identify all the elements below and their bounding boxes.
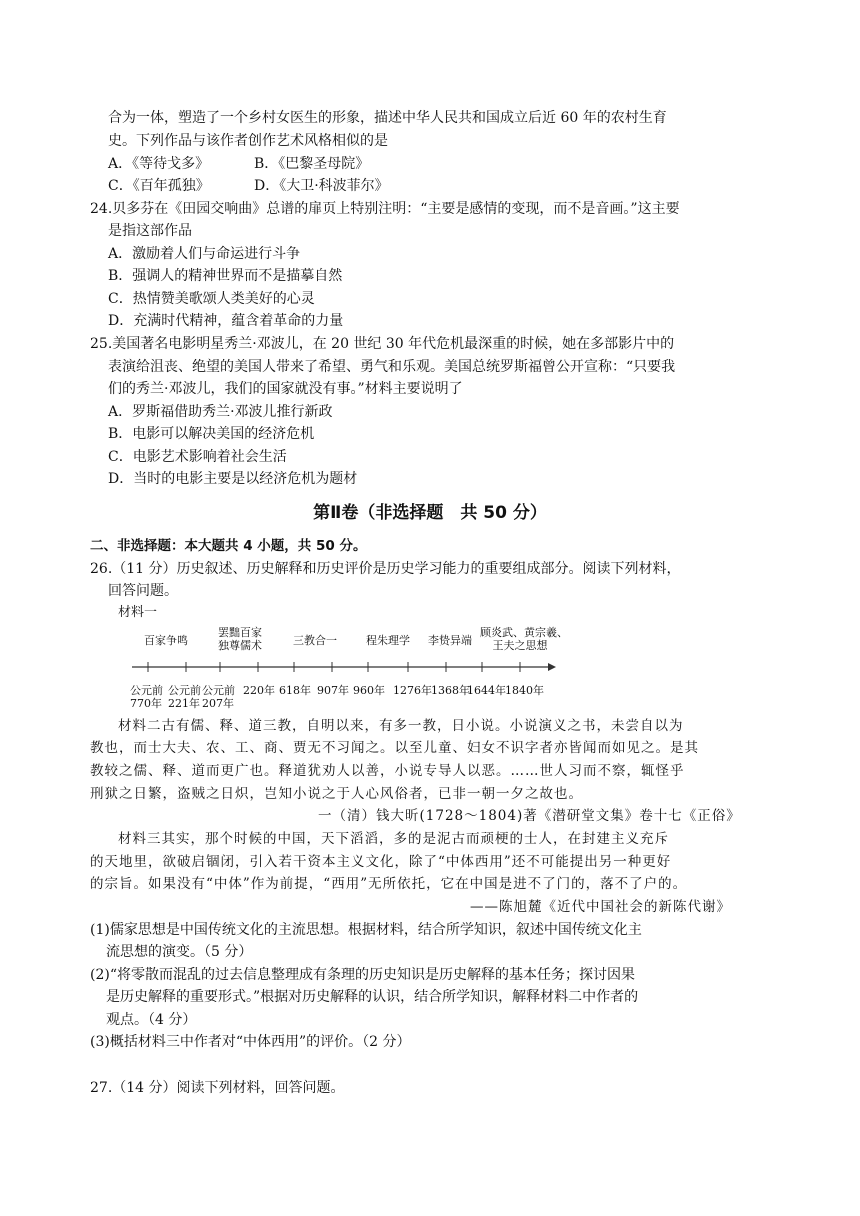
q24-stem-line2: 是指这部作品 bbox=[108, 223, 192, 239]
timeline-figure bbox=[128, 622, 568, 714]
q24-option-a: A．激励着人们与命运进行斗争 bbox=[108, 246, 301, 262]
q26-sub1-line1: (1)儒家思想是中国传统文化的主流思想。根据材料，结合所学知识，叙述中国传统文化主 bbox=[90, 922, 642, 938]
material-2-source: 一（清）钱大昕(1728〜1804)著《潜研堂文集》卷十七《正俗》 bbox=[318, 808, 741, 824]
timeline-date-label: 1368年 bbox=[431, 684, 470, 697]
material-2-line3: 教较之儒、释、道而更广也。释道犹劝人以善，小说专导人以恶。……世人习而不察，辄怪乎 bbox=[90, 763, 685, 779]
timeline-period-label: 顾炎武、黄宗羲、 王夫之思想 bbox=[480, 626, 568, 652]
section-title: 第Ⅱ卷（非选择题 共 50 分） bbox=[313, 503, 547, 523]
q23-option-a: A．《等待戈多》 bbox=[108, 156, 210, 172]
material-3-line1: 材料三其实，那个时候的中国，天下滔滔，多的是泥古而顽梗的士人，在封建主义充斥 bbox=[118, 831, 669, 847]
q23-option-c: C．《百年孤独》 bbox=[108, 178, 210, 194]
q26-sub3: (3)概括材料三中作者对“中体西用”的评价。（2 分） bbox=[90, 1034, 411, 1050]
q25-option-d: D．当时的电影主要是以经济危机为题材 bbox=[108, 471, 358, 487]
timeline-date-label: 1840年 bbox=[505, 684, 544, 697]
material-1-label: 材料一 bbox=[118, 605, 158, 620]
q26-sub1-line2: 流思想的演变。（5 分） bbox=[106, 944, 253, 960]
q26-sub2-line1: (2)“将零散而混乱的过去信息整理成有条理的历史知识是历史解释的基本任务；探讨因果 bbox=[90, 967, 635, 983]
timeline-period-label: 程朱理学 bbox=[366, 634, 410, 647]
material-2-line4: 刑狱之日繁，盗贼之日炽，岂知小说之于人心风俗者，已非一朝一夕之故也。 bbox=[90, 786, 583, 802]
q27-stem: 27.（14 分）阅读下列材料，回答问题。 bbox=[90, 1080, 345, 1096]
material-2-line1: 材料二古有儒、释、道三教，自明以来，有多一教，日小说。小说演义之书，未尝自以为 bbox=[118, 718, 684, 734]
q23-option-d: D．《大卫·科波菲尔》 bbox=[254, 178, 389, 194]
timeline-date-label: 220年 bbox=[243, 684, 275, 697]
q23-stem-line2: 史。下列作品与该作者创作艺术风格相似的是 bbox=[108, 133, 388, 149]
q25-option-c: C．电影艺术影响着社会生活 bbox=[108, 449, 287, 465]
q26-stem-line1: 26.（11 分）历史叙述、历史解释和历史评价是历史学习能力的重要组成部分。阅读下列材料， bbox=[90, 561, 681, 577]
material-2-line2: 教也，而士大夫、农、工、商、贾无不习闻之。以至儿童、妇女不识字者亦皆闻而如见之。是其 bbox=[90, 740, 699, 756]
material-3-line2: 的天地里，欲破启锢闭，引入若干资本主义文化，除了“中体西用”还不可能提出另一种更好 bbox=[90, 854, 672, 870]
q24-option-c: C．热情赞美歌颂人类美好的心灵 bbox=[108, 291, 315, 307]
q25-option-a: A．罗斯福借助秀兰·邓波儿推行新政 bbox=[108, 404, 333, 420]
timeline-date-label: 960年 bbox=[353, 684, 385, 697]
timeline-date-label: 1276年 bbox=[393, 684, 432, 697]
q25-option-b: B．电影可以解决美国的经济危机 bbox=[108, 426, 315, 442]
q23-option-b: B．《巴黎圣母院》 bbox=[254, 156, 370, 172]
q26-sub2-line2: 是历史解释的重要形式。”根据对历史解释的认识，结合所学知识，解释材料二中作者的 bbox=[106, 989, 639, 1005]
timeline-date-label: 公元前 770年 bbox=[130, 684, 163, 710]
timeline-date-label: 公元前 221年 bbox=[168, 684, 201, 710]
q26-sub2-line3: 观点。（4 分） bbox=[106, 1012, 197, 1028]
q25-stem-line1: 25.美国著名电影明星秀兰·邓波儿，在 20 世纪 30 年代危机最深重的时候，她在多部影片中的 bbox=[90, 336, 675, 352]
material-3-line3: 的宗旨。如果没有“中体”作为前提，“西用”无所依托，它在中国是进不了门的，落不了户的。 bbox=[90, 876, 688, 892]
timeline-period-label: 罢黜百家 独尊儒术 bbox=[218, 626, 262, 652]
q25-stem-line3: 们的秀兰·邓波儿，我们的国家就没有事。”材料主要说明了 bbox=[108, 381, 463, 397]
q25-stem-line2: 表演给沮丧、绝望的美国人带来了希望、勇气和乐观。美国总统罗斯福曾公开宣称：“只要我 bbox=[108, 359, 676, 375]
timeline-date-label: 907年 bbox=[317, 684, 349, 697]
material-3-source: ——陈旭麓《近代中国社会的新陈代谢》 bbox=[470, 899, 731, 915]
part2-header: 二、非选择题：本大题共 4 小题，共 50 分。 bbox=[90, 538, 367, 554]
timeline-date-label: 618年 bbox=[279, 684, 311, 697]
q24-stem-line1: 24.贝多芬在《田园交响曲》总谱的扉页上特别注明：“主要是感情的变现，而不是音画。”这主要 bbox=[90, 201, 680, 217]
q24-option-b: B．强调人的精神世界而不是描摹自然 bbox=[108, 268, 343, 284]
q26-stem-line2: 回答问题。 bbox=[108, 583, 178, 599]
timeline-date-label: 1644年 bbox=[467, 684, 506, 697]
q24-option-d: D．充满时代精神，蕴含着革命的力量 bbox=[108, 313, 344, 329]
timeline-date-label: 公元前 207年 bbox=[202, 684, 235, 710]
timeline-period-label: 李贽异端 bbox=[428, 634, 472, 647]
timeline-period-label: 三教合一 bbox=[293, 634, 337, 647]
timeline-period-label: 百家争鸣 bbox=[144, 634, 188, 647]
q23-stem-line1: 合为一体，塑造了一个乡村女医生的形象，描述中华人民共和国成立后近 60 年的农村生育 bbox=[108, 110, 667, 126]
